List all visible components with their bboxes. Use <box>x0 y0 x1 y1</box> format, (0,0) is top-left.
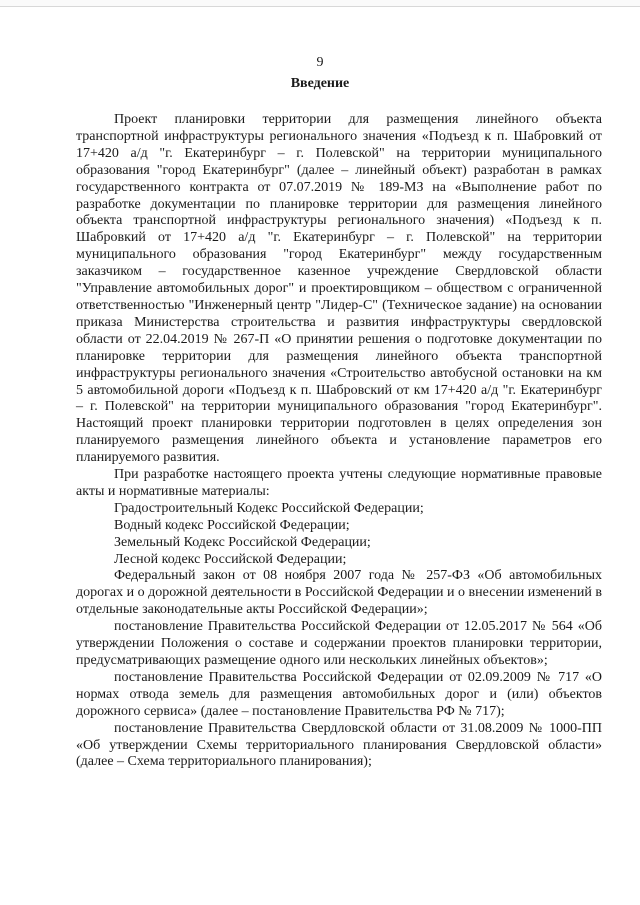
intro-paragraph: Проект планировки территории для размещения линейного объекта транспортной инфраструктуры регионального значения «Подъезд к п. Шабровкий от 17+420 а/д "г. Екатеринбург – г. Полевской" на территории муниципального образования "город Екатеринбург" (далее – линейный объект) разработан в рамках государственного контракта от 07.07.2019 № 189-МЗ на «Выполнение работ по разработке документации по планировке территории для размещения линейного объекта транспортной инфраструктуры регионального значения) «Подъезд к п. Шабровкий от 17+420 а/д "г. Екатеринбург – г. Полевской" на территории муниципального образования "город Екатеринбург" между государственным заказчиком – государственное казенное учреждение Свердловской области "Управление автомобильных дорог" и проектировщиком – обществом с ограниченной ответственностью "Инженерный центр "Лидер-С" (Техническое задание) на основании приказа Министерства строительства и развития инфраструктуры свердловской области от 22.04.2019 № 267-П «О принятии решения о подготовке документации по планировке территории для размещения линейного объекта транспортной инфраструктуры регионального значения «Строительство автобусной остановки на км 5 автомобильной дороги «Подъезд к п. Шабровский от км 17+420 а/д "г. Екатеринбург – г. Полевской" на территории муниципального образования "город Екатеринбург". Настоящий проект планировки территории подготовлен в целях определения зон планируемого размещения линейного объекта и установление параметров его планируемого развития. <box>76 112 602 466</box>
regulation-list-item: Водный кодекс Российской Федерации; <box>114 517 350 533</box>
regulation-list-item: постановление Правительства Российской Федерации от 12.05.2017 № 564 «Об утверждении Положения о составе и содержании проектов планировки территории, предусматривающих размещение одного или нескольких линейных объектов»; <box>76 619 602 668</box>
regulations-intro-paragraph: При разработке настоящего проекта учтены следующие нормативные правовые акты и нормативные материалы: <box>76 467 602 499</box>
page-number: 9 <box>316 55 324 70</box>
document-body <box>76 112 602 771</box>
regulation-list-item: Земельный Кодекс Российской Федерации; <box>114 534 371 550</box>
regulation-list-item: Лесной кодекс Российской Федерации; <box>114 551 347 567</box>
regulation-list-item: Федеральный закон от 08 ноября 2007 года № 257-ФЗ «Об автомобильных дорогах и о дорожной деятельности в Российской Федерации и о внесении изменений в отдельные законодательные акты Российской Федерации»; <box>76 568 602 618</box>
regulation-list-item: постановление Правительства Свердловской области от 31.08.2009 № 1000-ПП «Об утверждении Схемы территориального планирования Свердловской области» (далее – Схема территориального планирования); <box>76 720 602 770</box>
regulation-list-item: постановление Правительства Российской Федерации от 02.09.2009 № 717 «О нормах отвода земель для размещения автомобильных дорог и (или) объектов дорожного сервиса» (далее – постановление Правительства РФ № 717); <box>76 669 602 719</box>
section-heading: Введение <box>290 76 350 91</box>
page-top-edge <box>0 0 640 7</box>
regulation-list-item: Градостроительный Кодекс Российской Федерации; <box>114 500 424 516</box>
